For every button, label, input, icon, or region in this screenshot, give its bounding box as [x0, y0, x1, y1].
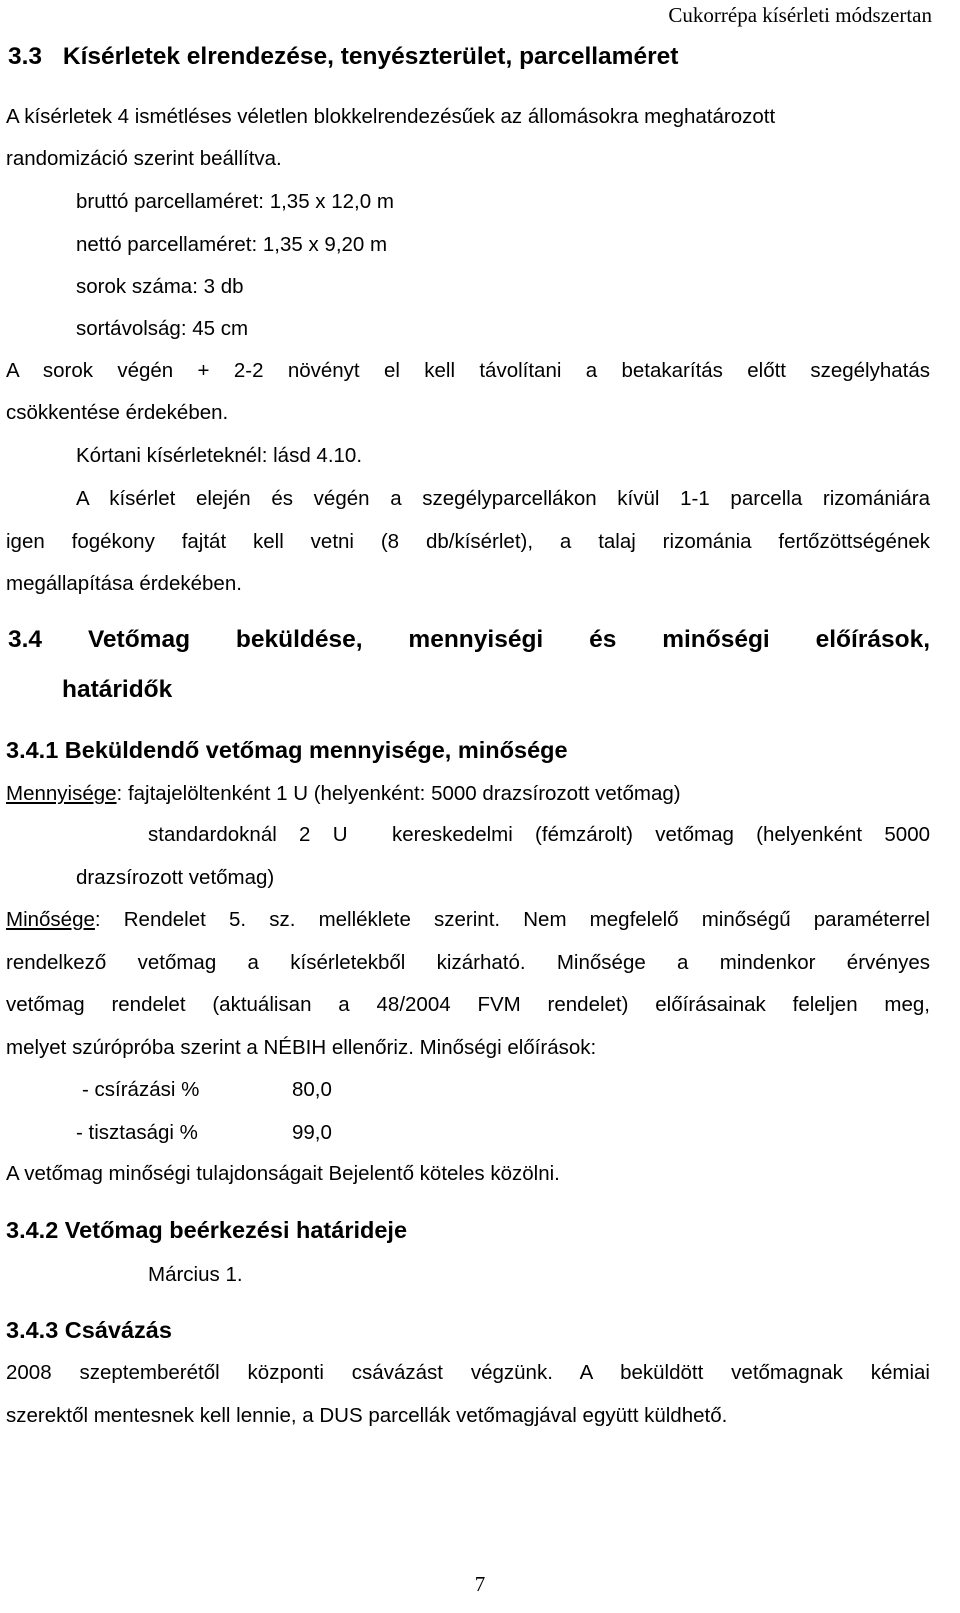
intro-text-1: A kísérletek 4 ismétléses véletlen blokkelrendezésűek az állomásokra meghatározott [6, 105, 776, 128]
border-paragraph-line-2: igen fogékony fajtát kell vetni (8 db/kísérlet), a talaj rizománia fertőzöttségének [6, 530, 930, 553]
running-header: Cukorrépa kísérleti módszertan [668, 3, 932, 27]
section-3-4-heading-line-1 [8, 627, 930, 653]
section-3-4-1-heading: 3.4.1 Beküldendő vetőmag mennyisége, minősége [6, 737, 568, 763]
quality-text: : Rendelet 5. sz. melléklete szerint. Nem megfelelő minőségű paraméterrel [94, 908, 930, 931]
spec-net-plot-size: nettó parcellaméret: 1,35 x 9,20 m [76, 233, 388, 256]
intro-line-1 [6, 104, 930, 130]
section-number: 3.3 [8, 43, 43, 70]
requirement-purity-label: - tisztasági % [76, 1121, 198, 1144]
rows-paragraph-line-1: A sorok végén + 2-2 növényt el kell távolítani a betakarítás előtt szegélyhatás [6, 359, 930, 382]
page-number: 7 [474, 1572, 486, 1596]
quantity-text: : fajtajelöltenként 1 U (helyenként: 5000 drazsírozott vetőmag) [116, 782, 681, 805]
requirement-germination-label: - csírázási % [82, 1078, 200, 1101]
requirement-germination-value: 80,0 [292, 1078, 332, 1101]
section-title: Kísérletek elrendezése, tenyészterület, parcellaméret [62, 43, 679, 70]
quantity-label: Mennyisége [6, 782, 117, 805]
standard-line-1: standardoknál 2 U kereskedelmi (fémzárolt) vetőmag (helyenként 5000 [148, 823, 930, 846]
section-3-4-3-heading: 3.4.3 Csávázás [6, 1317, 172, 1343]
quality-label: Minősége [6, 908, 95, 931]
closing-statement: A vetőmag minőségi tulajdonságait Bejelentő köteles közölni. [6, 1162, 560, 1185]
quality-line-4: melyet szúrópróba szerint a NÉBIH ellenőriz. Minőségi előírások: [6, 1036, 597, 1059]
requirement-purity-value: 99,0 [292, 1121, 332, 1144]
quality-line-3: vetőmag rendelet (aktuálisan a 48/2004 FVM rendelet) előírásainak feleljen meg, [6, 993, 930, 1016]
section-title: Vetőmag beküldése, mennyiségi és minőségi előírások, [87, 626, 930, 653]
section-3-3-heading [8, 44, 678, 70]
border-paragraph-line-1: A kísérlet elején és végén a szegélyparcellákon kívül 1-1 parcella rizomániára [76, 487, 930, 510]
seed-treatment-line-2: szerektől mentesnek kell lennie, a DUS parcellák vetőmagjával együtt küldhető. [6, 1404, 728, 1427]
border-paragraph-line-3: megállapítása érdekében. [6, 572, 242, 595]
quality-line-1 [6, 907, 930, 933]
section-3-4-heading-line-2: határidők [62, 676, 173, 703]
rows-paragraph-line-2: csökkentése érdekében. [6, 401, 229, 424]
deadline-date: Március 1. [148, 1263, 243, 1286]
quantity-line [6, 781, 681, 807]
intro-line-2: randomizáció szerint beállítva. [6, 147, 282, 170]
pathology-reference: Kórtani kísérleteknél: lásd 4.10. [76, 444, 363, 467]
section-3-4-2-heading: 3.4.2 Vetőmag beérkezési határideje [6, 1217, 408, 1243]
seed-treatment-line-1: 2008 szeptemberétől központi csávázást végzünk. A beküldött vetőmagnak kémiai [6, 1361, 930, 1384]
spec-gross-plot-size: bruttó parcellaméret: 1,35 x 12,0 m [76, 190, 394, 213]
quality-line-2: rendelkező vetőmag a kísérletekből kizárható. Minősége a mindenkor érvényes [6, 951, 930, 974]
spec-row-count: sorok száma: 3 db [76, 275, 244, 298]
section-number: 3.4 [8, 626, 43, 653]
standard-line-2: drazsírozott vetőmag) [76, 866, 275, 889]
spec-row-spacing: sortávolság: 45 cm [76, 317, 249, 340]
